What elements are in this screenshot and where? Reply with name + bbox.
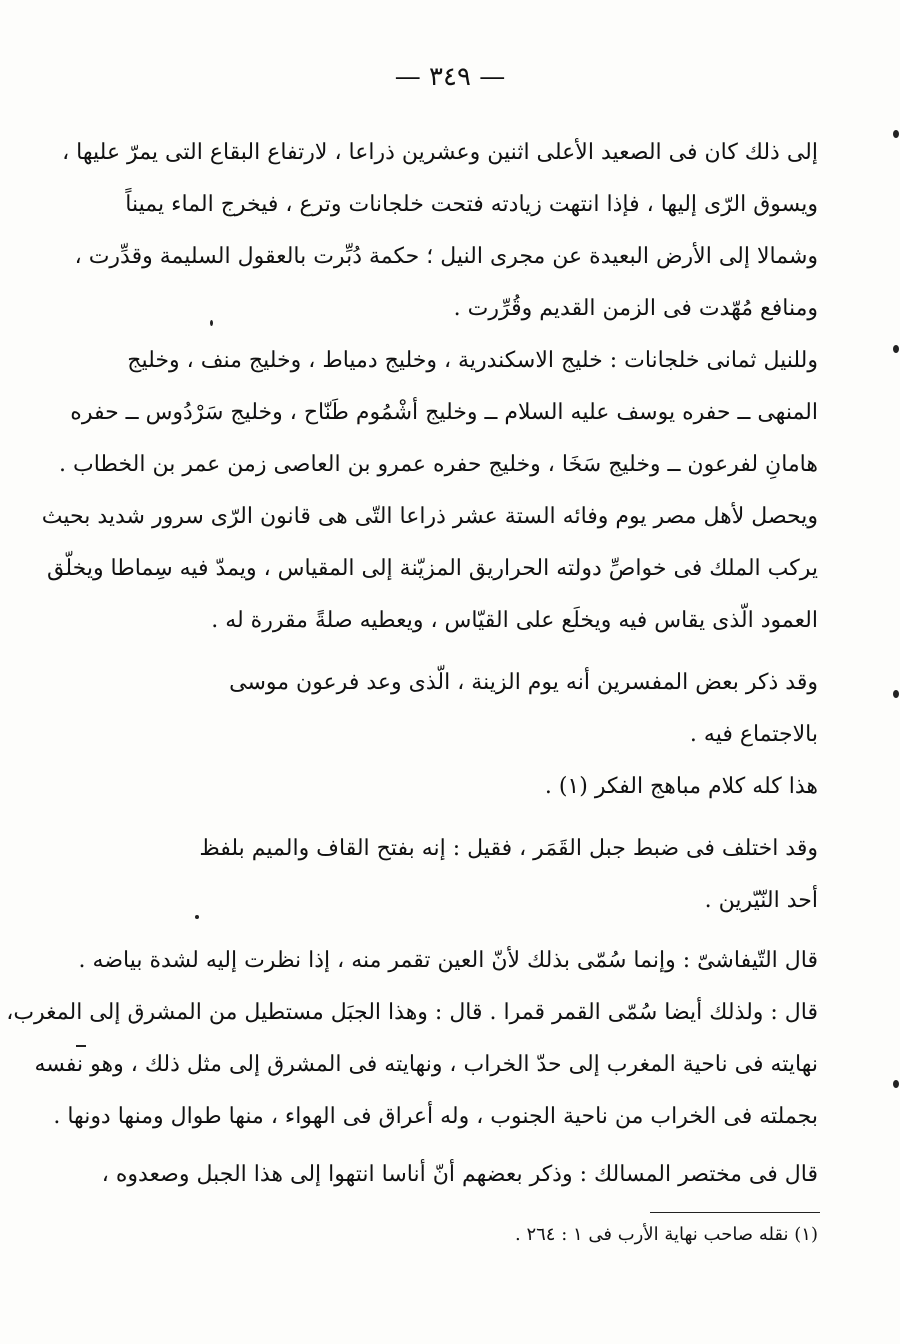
text-line: المنهى ــ حفره يوسف عليه السلام ــ وخليج أشْمُوم طَنّاح ، وخليج سَرْدُوس ــ حفره [70, 400, 818, 425]
text-line: إلى ذلك كان فى الصعيد الأعلى اثنين وعشرين ذراعا ، لارتفاع البقاع التى يمرّ عليها ، [62, 140, 818, 165]
text-line: ويسوق الرّى إليها ، فإذا انتهت زيادته فتحت خلجانات وترع ، فيخرج الماء يميناً [125, 192, 818, 217]
text-line: قال فى مختصر المسالك : وذكر بعضهم أنّ أناسا انتهوا إلى هذا الجبل وصعدوه ، [101, 1162, 818, 1187]
text-line: وللنيل ثمانى خلجانات : خليج الاسكندرية ، وخليج دمياط ، وخليج منف ، وخليج [127, 348, 818, 373]
footnote-divider [650, 1212, 820, 1213]
footnote: (١) نقله صاحب نهاية الأرب فى ١ : ٢٦٤ . [515, 1224, 818, 1245]
text-line: هذا كله كلام مباهج الفكر (١) . [544, 774, 818, 799]
scan-mark [893, 1080, 899, 1088]
text-line: ومنافع مُهّدت فى الزمن القديم وقُرِّرت . [453, 296, 818, 321]
text-line: وقد ذكر بعض المفسرين أنه يوم الزينة ، الّذى وعد فرعون موسى [229, 670, 818, 695]
text-line: نهايته فى ناحية المغرب إلى حدّ الخراب ، ونهايته فى المشرق إلى مثل ذلك ، وهو نفسه [34, 1052, 818, 1077]
scan-mark [893, 345, 899, 353]
scan-mark [195, 915, 199, 919]
text-line: وقد اختلف فى ضبط جبل القَمَر ، فقيل : إنه بفتح القاف والميم بلفظ [199, 836, 818, 861]
text-line: قال التّيفاشىّ : وإنما سُمّى بذلك لأنّ العين تقمر منه ، إذا نظرت إليه لشدة بياضه . [78, 948, 818, 973]
text-line: أحد النّيّرين . [704, 888, 818, 913]
scan-mark [893, 690, 899, 698]
text-line: ويحصل لأهل مصر يوم وفائه الستة عشر ذراعا التّى هى قانون الرّى سرور شديد بحيث [41, 504, 818, 529]
scan-mark [893, 130, 899, 138]
text-line: بالاجتماع فيه . [689, 722, 818, 747]
page-number: — ٣٤٩ — [394, 62, 506, 92]
text-line: وشمالا إلى الأرض البعيدة عن مجرى النيل ؛ حكمة دُبِّرت بالعقول السليمة وقدِّرت ، [74, 244, 818, 269]
text-line: يركب الملك فى خواصِّ دولته الحراريق المزيّنة إلى المقياس ، ويمدّ فيه سِماطا ويخلّق [46, 556, 818, 581]
text-line: هامانِ لفرعون ــ وخليج سَخَا ، وخليج حفره عمرو بن العاصى زمن عمر بن الخطاب . [59, 452, 818, 477]
scan-mark [76, 1045, 86, 1047]
text-line: العمود الّذى يقاس فيه ويخلَع على القيّاس ، ويعطيه صلةً مقررة له . [211, 608, 818, 633]
scan-mark [210, 320, 213, 326]
text-line: بجملته فى الخراب من ناحية الجنوب ، وله أعراق فى الهواء ، منها طوال ومنها دونها . [53, 1104, 818, 1129]
text-line: قال : ولذلك أيضا سُمّى القمر قمرا . قال : وهذا الجبَل مستطيل من المشرق إلى المغرب، [6, 1000, 818, 1025]
